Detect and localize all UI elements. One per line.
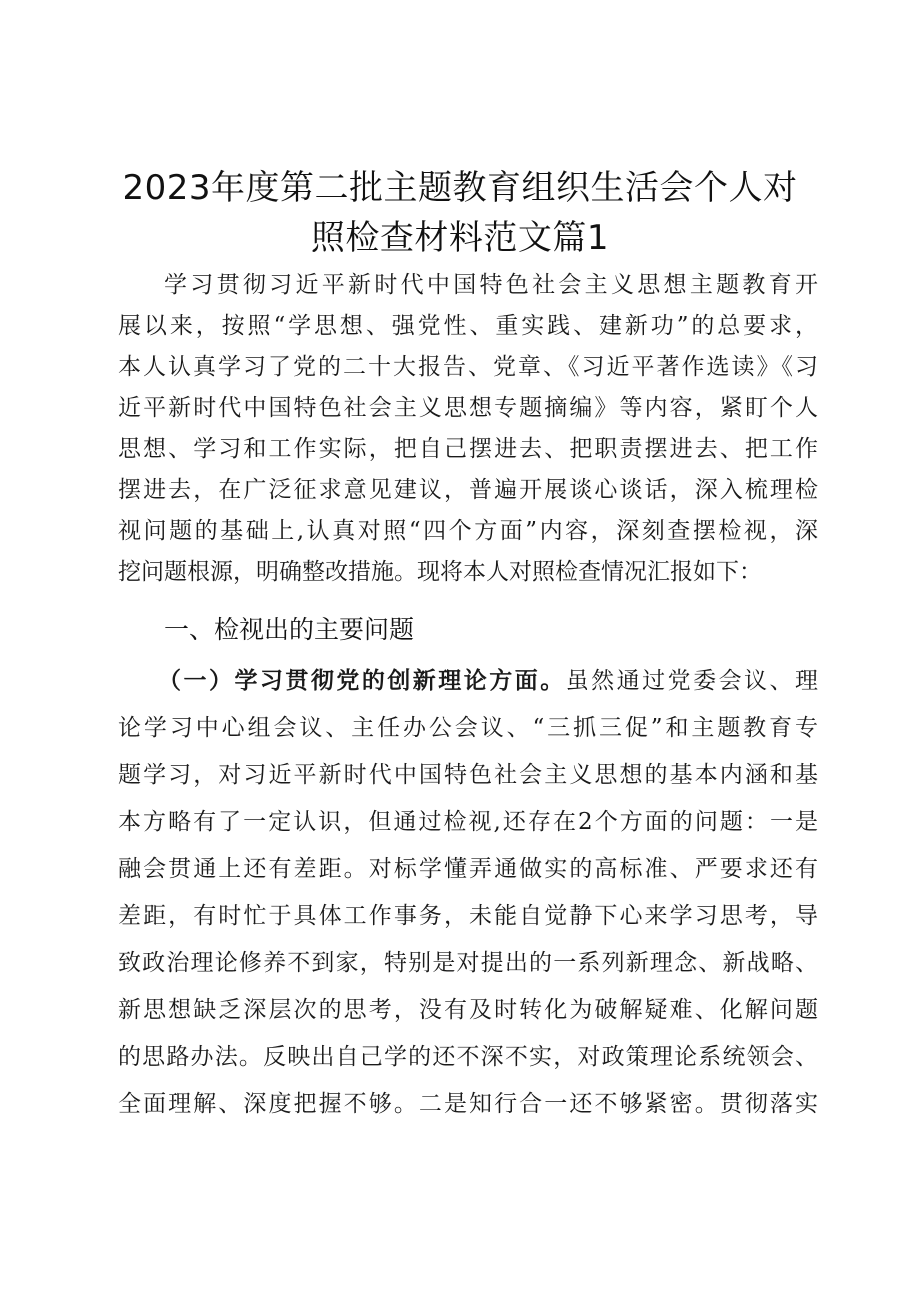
body-line-7: 致政治理论修养不到家，特别是对提出的一系列新理念、新战略、 [118, 950, 818, 976]
intro-line-7: 视问题的基础上,认真对照“四个方面”内容，深刻查摆检视，深 [118, 518, 818, 544]
body-line-2: 论学习中心组会议、主任办公会议、“三抓三促”和主题教育专 [118, 715, 818, 741]
body-line-8: 新思想缺乏深层次的思考，没有及时转化为破解疑难、化解问题 [118, 997, 818, 1023]
subsection-first-line [158, 658, 818, 704]
intro-line-4: 近平新时代中国特色社会主义思想专题摘编》等内容，紧盯个人 [118, 395, 818, 421]
body-line-3: 题学习，对习近平新时代中国特色社会主义思想的基本内涵和基 [118, 762, 818, 788]
subsection-lead: （一）学习贯彻党的创新理论方面。 [158, 668, 566, 694]
document-title-line-1: 2023年度第二批主题教育组织生活会个人对 [122, 168, 798, 208]
body-line-9: 的思路办法。反映出自己学的还不深不实，对政策理论系统领会、 [118, 1044, 818, 1070]
body-line-4: 本方略有了一定认识，但通过检视,还存在2个方面的问题：一是 [118, 809, 818, 835]
intro-line-8: 挖问题根源，明确整改措施。现将本人对照检查情况汇报如下： [118, 559, 762, 585]
body-line-10: 全面理解、深度把握不够。二是知行合一还不够紧密。贯彻落实 [118, 1091, 818, 1117]
section-heading: 一、检视出的主要问题 [164, 615, 415, 644]
body-line-5: 融会贯通上还有差距。对标学懂弄通做实的高标准、严要求还有 [118, 856, 818, 882]
subsection-first-line-rest: 虽然通过党委会议、理 [565, 668, 819, 694]
document-title-line-2: 照检查材料范文篇1 [310, 218, 610, 258]
intro-line-5: 思想、学习和工作实际，把自己摆进去、把职责摆进去、把工作 [118, 436, 818, 462]
intro-line-1: 学习贯彻习近平新时代中国特色社会主义思想主题教育开 [164, 272, 818, 298]
intro-line-3: 本人认真学习了党的二十大报告、党章、《习近平著作选读》《习 [118, 354, 818, 380]
body-line-6: 差距，有时忙于具体工作事务，未能自觉静下心来学习思考，导 [118, 903, 818, 929]
intro-line-2: 展以来，按照“学思想、强党性、重实践、建新功”的总要求， [118, 313, 818, 339]
intro-line-6: 摆进去，在广泛征求意见建议，普遍开展谈心谈话，深入梳理检 [118, 477, 818, 503]
